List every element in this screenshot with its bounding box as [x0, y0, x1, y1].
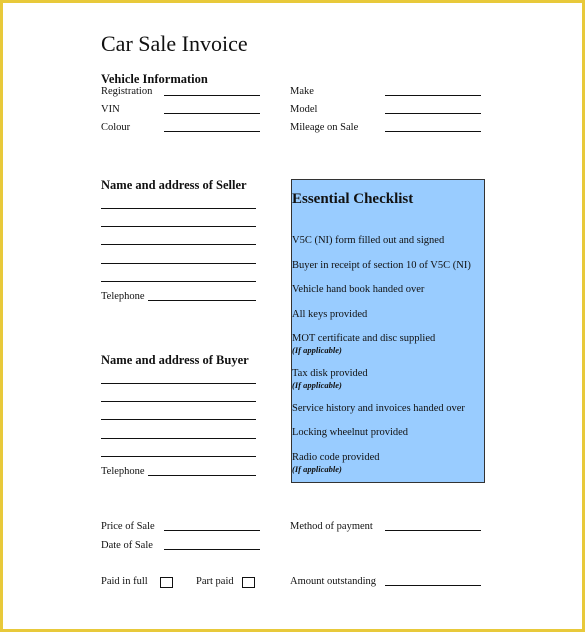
date-of-sale-field[interactable] [164, 549, 260, 550]
make-field[interactable] [385, 95, 481, 96]
vin-label: VIN [101, 104, 120, 115]
buyer-address-line[interactable] [101, 419, 256, 420]
checklist-item-text: Radio code provided [292, 452, 380, 463]
checklist-item [292, 452, 379, 474]
essential-checklist [291, 179, 485, 483]
price-of-sale-label: Price of Sale [101, 521, 155, 532]
page-title: Car Sale Invoice [101, 31, 248, 56]
checklist-item-note: (If applicable) [292, 345, 342, 355]
paid-in-full-checkbox[interactable] [160, 577, 173, 588]
checklist-title: Essential Checklist [292, 191, 414, 207]
checklist-item [292, 403, 465, 415]
seller-heading: Name and address of Seller [101, 178, 247, 192]
checklist-item-text: Tax disk provided [292, 368, 368, 379]
seller-address-line[interactable] [101, 263, 256, 264]
seller-address-line[interactable] [101, 244, 256, 245]
make-label: Make [290, 86, 314, 97]
checklist-item-text: All keys provided [292, 309, 368, 320]
seller-telephone-label: Telephone [101, 291, 145, 302]
buyer-address-line[interactable] [101, 383, 256, 384]
checklist-item-text: Buyer in receipt of section 10 of V5C (NI) [292, 260, 471, 271]
colour-label: Colour [101, 122, 131, 133]
part-paid-checkbox[interactable] [242, 577, 255, 588]
colour-field[interactable] [164, 131, 260, 132]
seller-address-line[interactable] [101, 226, 256, 227]
paid-in-full-label: Paid in full [101, 576, 148, 587]
registration-label: Registration [101, 86, 153, 97]
buyer-telephone-field[interactable] [148, 475, 256, 476]
model-field[interactable] [385, 113, 481, 114]
buyer-telephone-label: Telephone [101, 466, 145, 477]
checklist-item-text: Service history and invoices handed over [292, 403, 465, 414]
method-of-payment-label: Method of payment [290, 521, 373, 532]
vehicle-info-heading: Vehicle Information [101, 72, 208, 86]
amount-outstanding-field[interactable] [385, 585, 481, 586]
date-of-sale-label: Date of Sale [101, 540, 153, 551]
checklist-item-text: V5C (NI) form filled out and signed [292, 235, 445, 246]
price-of-sale-field[interactable] [164, 530, 260, 531]
seller-address-line[interactable] [101, 208, 256, 209]
registration-field[interactable] [164, 95, 260, 96]
part-paid-label: Part paid [196, 576, 234, 587]
invoice-page [3, 3, 582, 629]
seller-telephone-field[interactable] [148, 300, 256, 301]
checklist-item [292, 309, 367, 321]
vin-field[interactable] [164, 113, 260, 114]
checklist-item [292, 427, 408, 439]
checklist-item-text: Locking wheelnut provided [292, 427, 409, 438]
mileage-field[interactable] [385, 131, 481, 132]
checklist-item [292, 260, 471, 272]
checklist-item-text: Vehicle hand book handed over [292, 284, 425, 295]
checklist-item [292, 235, 444, 247]
checklist-item [292, 333, 435, 355]
checklist-item-note: (If applicable) [292, 464, 342, 474]
checklist-item [292, 368, 368, 390]
buyer-address-line[interactable] [101, 438, 256, 439]
checklist-item-text: MOT certificate and disc supplied [292, 333, 436, 344]
model-label: Model [290, 104, 318, 115]
amount-outstanding-label: Amount outstanding [290, 576, 377, 587]
checklist-item [292, 284, 424, 296]
checklist-item-note: (If applicable) [292, 380, 342, 390]
buyer-address-line[interactable] [101, 456, 256, 457]
method-of-payment-field[interactable] [385, 530, 481, 531]
seller-address-line[interactable] [101, 281, 256, 282]
buyer-heading: Name and address of Buyer [101, 353, 249, 367]
buyer-address-line[interactable] [101, 401, 256, 402]
mileage-label: Mileage on Sale [290, 122, 359, 133]
